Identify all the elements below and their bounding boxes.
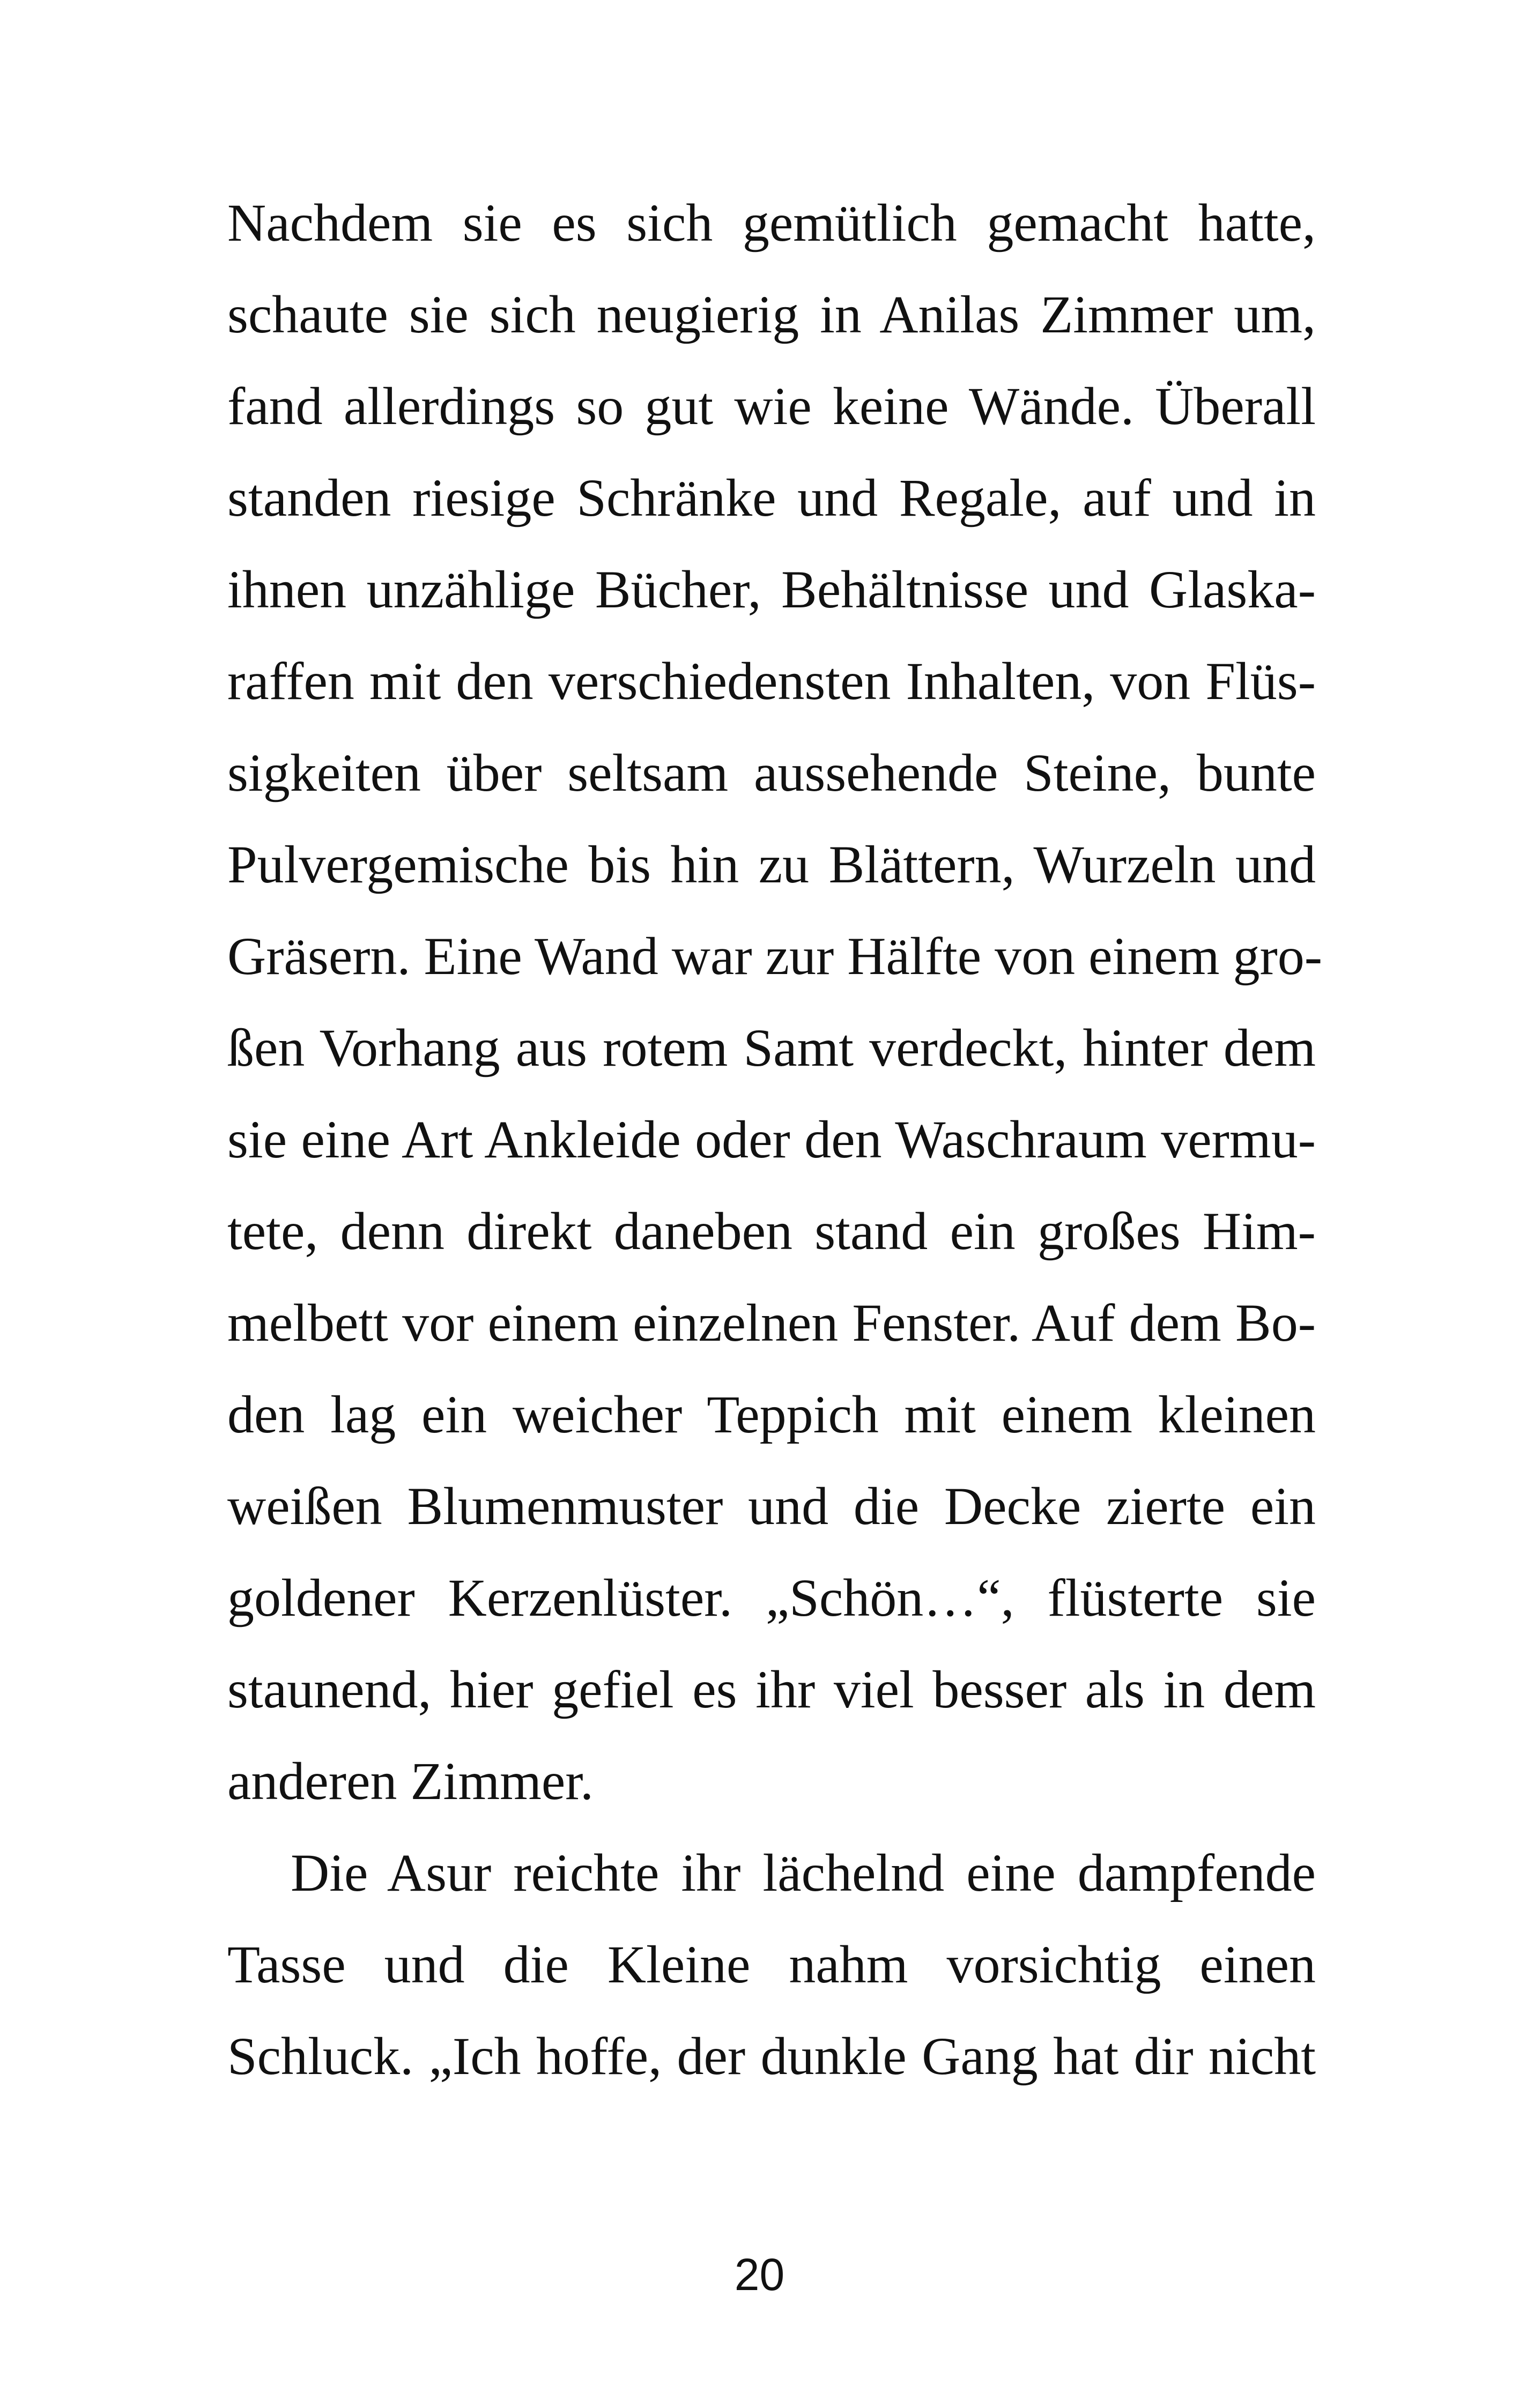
paragraph-1-line-16: goldener Kerzenlüster. „Schön…“, flüsterte sie: [227, 1568, 1316, 1627]
paragraph-1-line-12: tete, denn direkt daneben stand ein großes Him-: [227, 1201, 1316, 1261]
paragraph-2-line-3: Schluck. „Ich hoffe, der dunkle Gang hat dir nicht: [227, 2026, 1316, 2086]
paragraph-1-line-8: Pulvergemische bis hin zu Blättern, Wurzeln und: [227, 835, 1316, 894]
paragraph-2-line-2: Tasse und die Kleine nahm vorsichtig einen: [227, 1935, 1316, 1994]
paragraph-1-line-17: staunend, hier gefiel es ihr viel besser als in dem: [227, 1660, 1316, 1719]
paragraph-1-line-1: Nachdem sie es sich gemütlich gemacht hatte,: [227, 193, 1316, 252]
paragraph-1-line-11: sie eine Art Ankleide oder den Waschraum vermu-: [227, 1110, 1316, 1169]
page-number: 20: [734, 2249, 785, 2300]
paragraph-2-line-1: Die Asur reichte ihr lächelnd eine dampfende: [291, 1843, 1316, 1902]
paragraph-1-line-15: weißen Blumenmuster und die Decke zierte ein: [227, 1476, 1316, 1536]
paragraph-1-line-4: standen riesige Schränke und Regale, auf und in: [227, 468, 1316, 527]
paragraph-1-line-5: ihnen unzählige Bücher, Behältnisse und Glaska-: [227, 560, 1316, 619]
paragraph-1-line-14: den lag ein weicher Teppich mit einem kleinen: [227, 1385, 1316, 1444]
paragraph-1-line-10: ßen Vorhang aus rotem Samt verdeckt, hinter dem: [227, 1018, 1316, 1077]
paragraph-1-line-18: anderen Zimmer.: [227, 1751, 594, 1811]
paragraph-1-line-13: melbett vor einem einzelnen Fenster. Auf dem Bo-: [227, 1293, 1316, 1352]
paragraph-1-line-6: raffen mit den verschiedensten Inhalten, von Flüs-: [227, 651, 1316, 711]
body-text: [227, 177, 1323, 2102]
paragraph-1-line-7: sigkeiten über seltsam aussehende Steine, bunte: [227, 743, 1316, 802]
paragraph-1-line-3: fand allerdings so gut wie keine Wände. Überall: [227, 376, 1316, 436]
paragraph-1-line-2: schaute sie sich neugierig in Anilas Zimmer um,: [227, 285, 1316, 344]
paragraph-1-line-9: Gräsern. Eine Wand war zur Hälfte von einem gro-: [227, 926, 1323, 986]
